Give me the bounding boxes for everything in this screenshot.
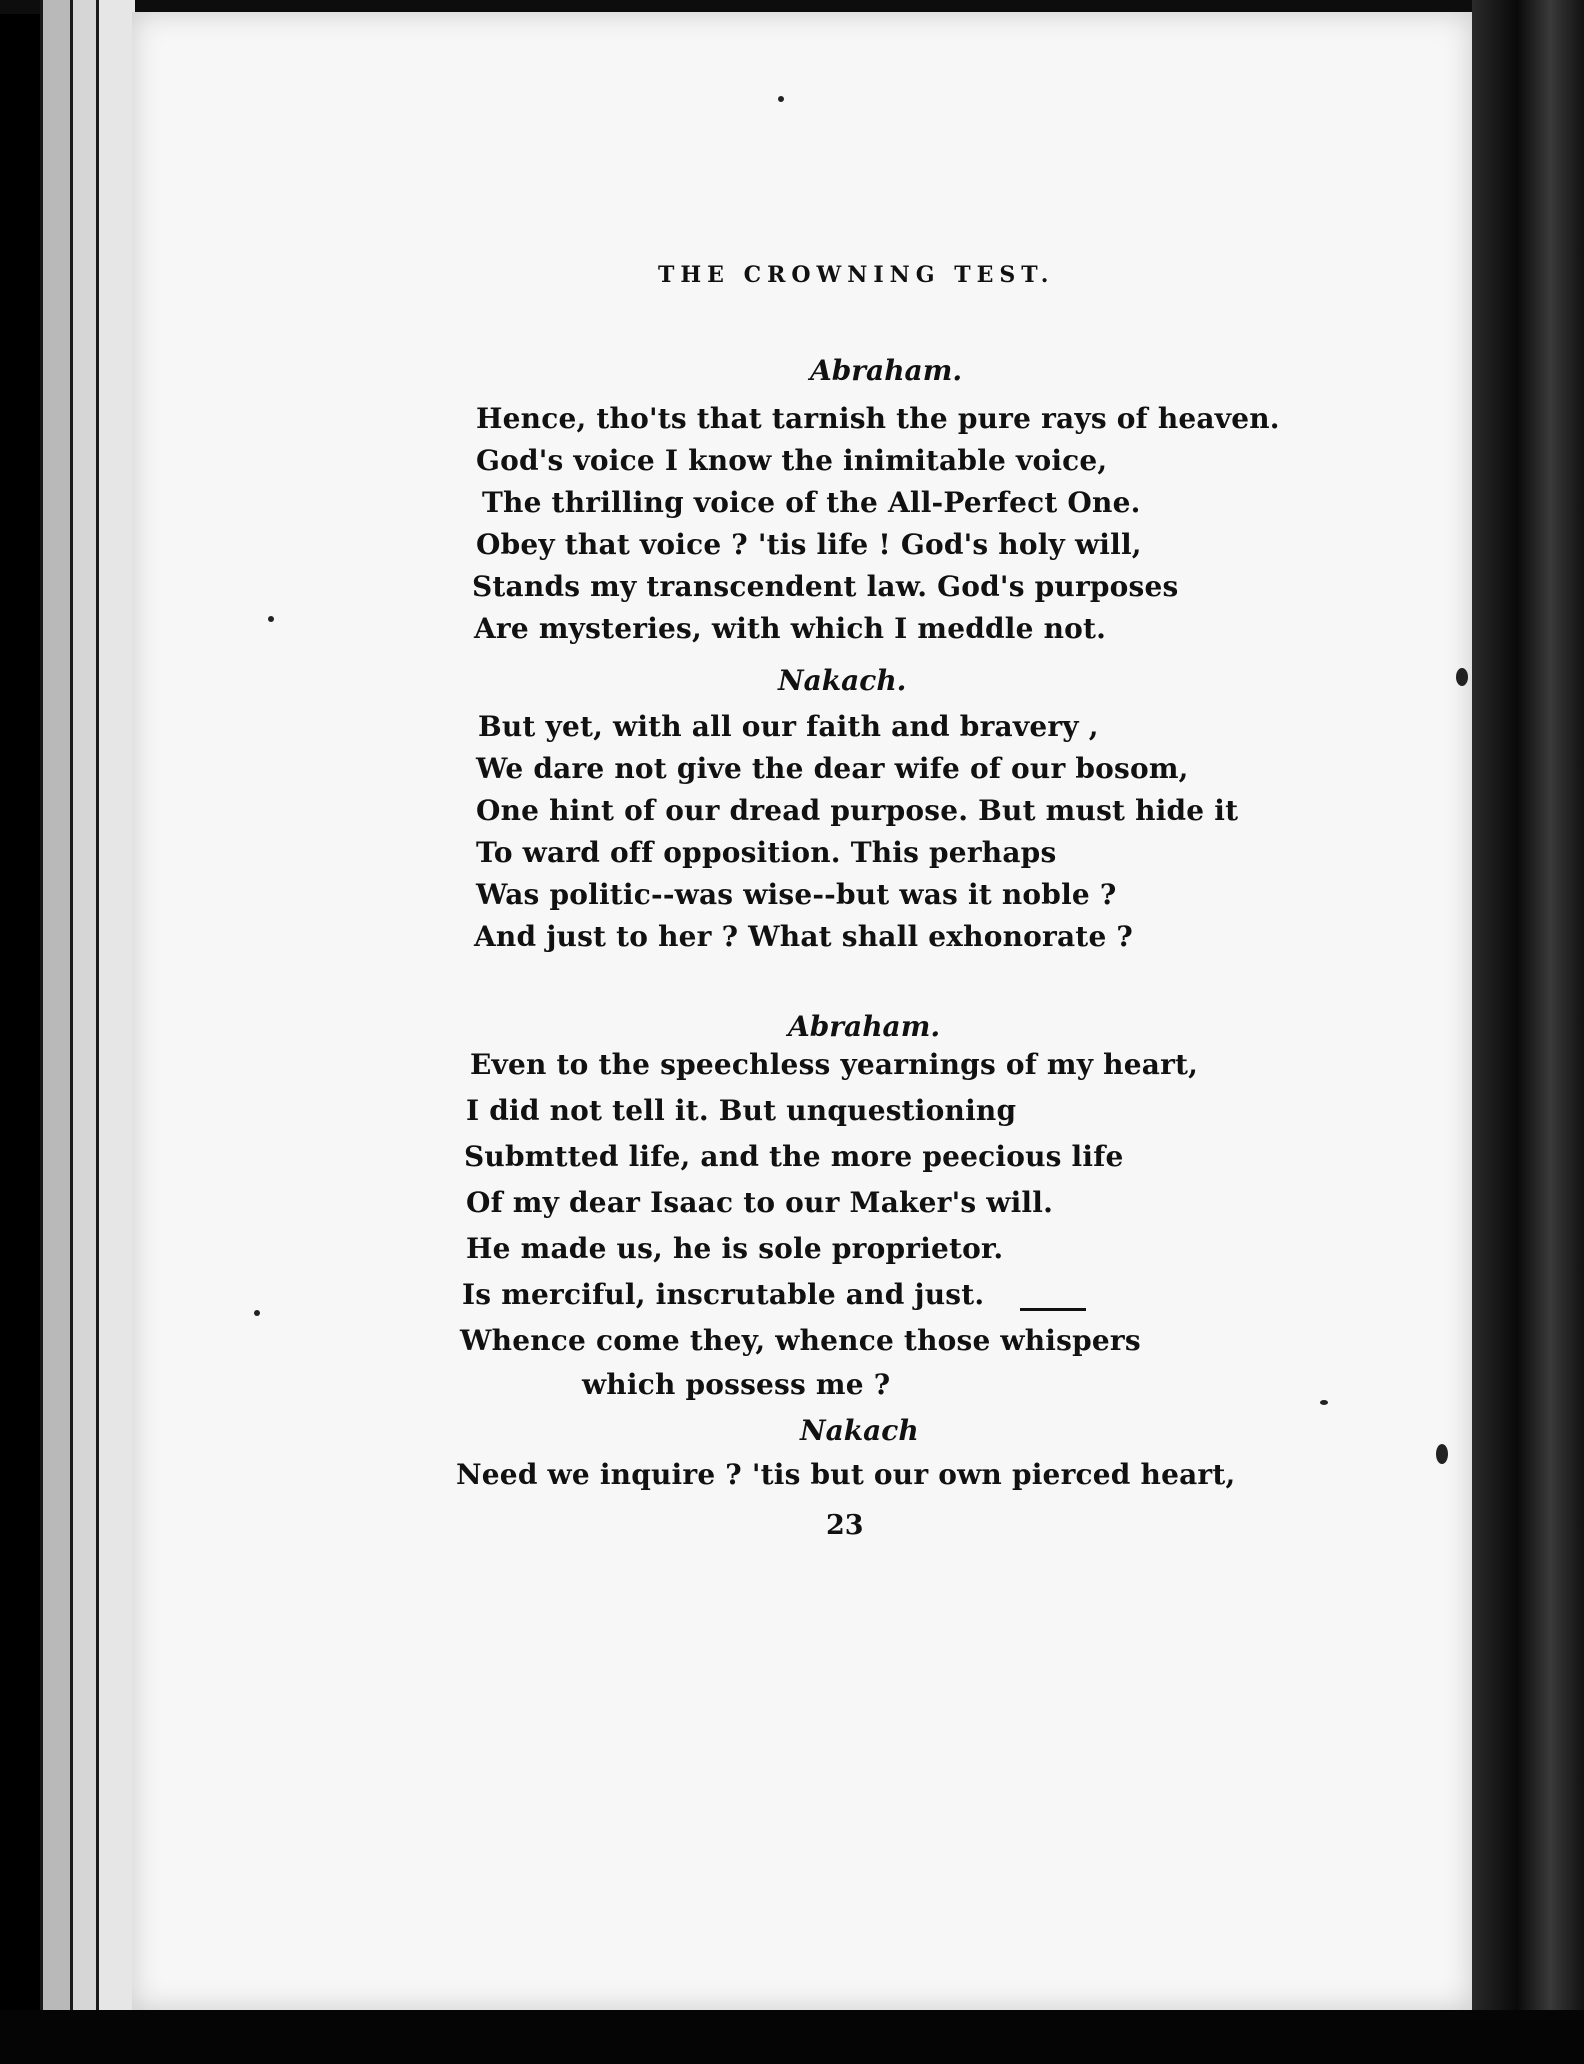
bottom-shadow [0, 2010, 1584, 2064]
page-edge-middle [70, 0, 99, 2064]
speaker-name: Abraham. [810, 354, 963, 387]
scan-speck [1436, 1444, 1448, 1464]
dash-rule [1020, 1308, 1086, 1311]
verse-line: Hence, tho'ts that tarnish the pure rays of heaven. [476, 402, 1280, 435]
verse-line: Of my dear Isaac to our Maker's will. [466, 1186, 1054, 1219]
scan-speck [1320, 1400, 1328, 1405]
speaker-name: Nakach. [778, 664, 907, 697]
verse-line: One hint of our dread purpose. But must hide it [476, 794, 1239, 827]
verse-line: Stands my transcendent law. God's purposes [472, 570, 1179, 603]
verse-line: The thrilling voice of the All-Perfect One. [482, 486, 1141, 519]
book-binding [1472, 0, 1584, 2064]
speaker-name: Nakach [800, 1414, 919, 1447]
speaker-name: Abraham. [788, 1010, 941, 1043]
verse-line: Submtted life, and the more peecious life [464, 1140, 1124, 1173]
scan-speck [1456, 668, 1468, 686]
verse-line-indented: which possess me ? [582, 1368, 891, 1401]
verse-line: But yet, with all our faith and bravery , [478, 710, 1099, 743]
verse-line: Whence come they, whence those whispers [460, 1324, 1141, 1357]
verse-line: Even to the speechless yearnings of my heart, [470, 1048, 1199, 1081]
running-head: THE CROWNING TEST. [658, 262, 1055, 288]
verse-line: Obey that voice ? 'tis life ! God's holy will, [476, 528, 1142, 561]
verse-line: I did not tell it. But unquestioning [466, 1094, 1017, 1127]
scan-speck [778, 96, 784, 102]
verse-line: And just to her ? What shall exhonorate ? [474, 920, 1134, 953]
verse-line: God's voice I know the inimitable voice, [476, 444, 1108, 477]
verse-line: He made us, he is sole proprietor. [466, 1232, 1004, 1265]
verse-line: Are mysteries, with which I meddle not. [474, 612, 1107, 645]
verse-line: To ward off opposition. This perhaps [476, 836, 1057, 869]
verse-line: Is merciful, inscrutable and just. [462, 1278, 985, 1311]
scan-speck [254, 1310, 260, 1316]
scan-speck [268, 616, 274, 622]
verse-line: We dare not give the dear wife of our bosom, [476, 752, 1189, 785]
page-edge-inner [96, 0, 135, 2064]
page-number: 23 [826, 1510, 864, 1541]
page-edge-outer [40, 0, 73, 2064]
verse-line: Was politic--was wise--but was it noble ? [476, 878, 1117, 911]
verse-line: Need we inquire ? 'tis but our own pierced heart, [456, 1458, 1236, 1491]
